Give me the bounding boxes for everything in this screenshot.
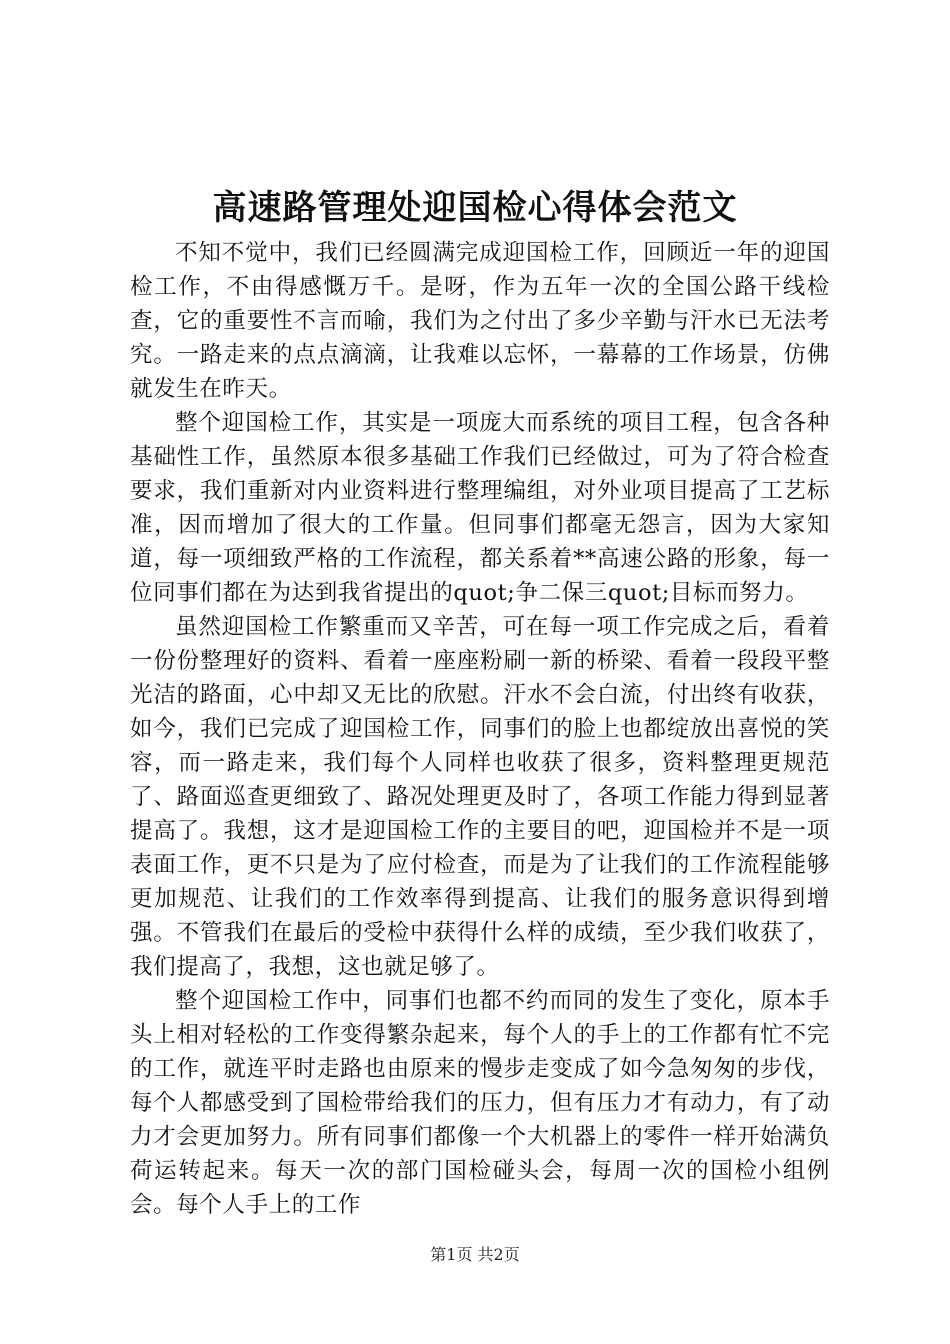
paragraph: 整个迎国检工作中，同事们也都不约而同的发生了变化，原本手头上相对轻松的工作变得繁杂起来，每个人的手上的工作都有忙不完的工作，就连平时走路也由原来的慢步走变成了如今急匆匆的步伐，每个人都感受到了国检带给我们的压力，但有压力才有动力，有了动力才会更加努力。所有同事们都像一个大机器上的零件一样开始满负荷运转起来。每天一次的部门国检碰头会，每周一次的国检小组例会。每个人手上的工作 (130, 988, 830, 1218)
paragraph: 虽然迎国检工作繁重而又辛苦，可在每一项工作完成之后，看着一份份整理好的资料、看着一座座粉刷一新的桥梁、看着一段段平整光洁的路面，心中却又无比的欣慰。汗水不会白流，付出终有收获，如今，我们已完成了迎国检工作，同事们的脸上也都绽放出喜悦的笑容，而一路走来，我们每个人同样也收获了很多，资料整理更规范了、路面巡查更细致了、路况处理更及时了，各项工作能力得到显著提高了。我想，这才是迎国检工作的主要目的吧，迎国检并不是一项表面工作，更不只是为了应付检查，而是为了让我们的工作流程能够更加规范、让我们的工作效率得到提高、让我们的服务意识得到增强。不管我们在最后的受检中获得什么样的成绩，至少我们收获了，我们提高了，我想，这也就足够了。 (130, 614, 830, 980)
document-body (130, 236, 830, 1222)
paragraph: 整个迎国检工作，其实是一项庞大而系统的项目工程，包含各种基础性工作，虽然原本很多基础工作我们已经做过，可为了符合检查要求，我们重新对内业资料进行整理编组，对外业项目提高了工艺标准，因而增加了很大的工作量。但同事们都毫无怨言，因为大家知道，每一项细致严格的工作流程，都关系着**高速公路的形象，每一位同事们都在为达到我省提出的quot;争二保三quot;目标而努力。 (130, 410, 830, 606)
page-number-footer: 第1页 共2页 (430, 1245, 520, 1264)
document-title: 高速路管理处迎国检心得体会范文 (212, 188, 738, 228)
paragraph: 不知不觉中，我们已经圆满完成迎国检工作，回顾近一年的迎国检工作，不由得感慨万千。是呀，作为五年一次的全国公路干线检查，它的重要性不言而喻，我们为之付出了多少辛勤与汗水已无法考究。一路走来的点点滴滴，让我难以忘怀，一幕幕的工作场景，仿佛就发生在昨天。 (130, 240, 830, 402)
